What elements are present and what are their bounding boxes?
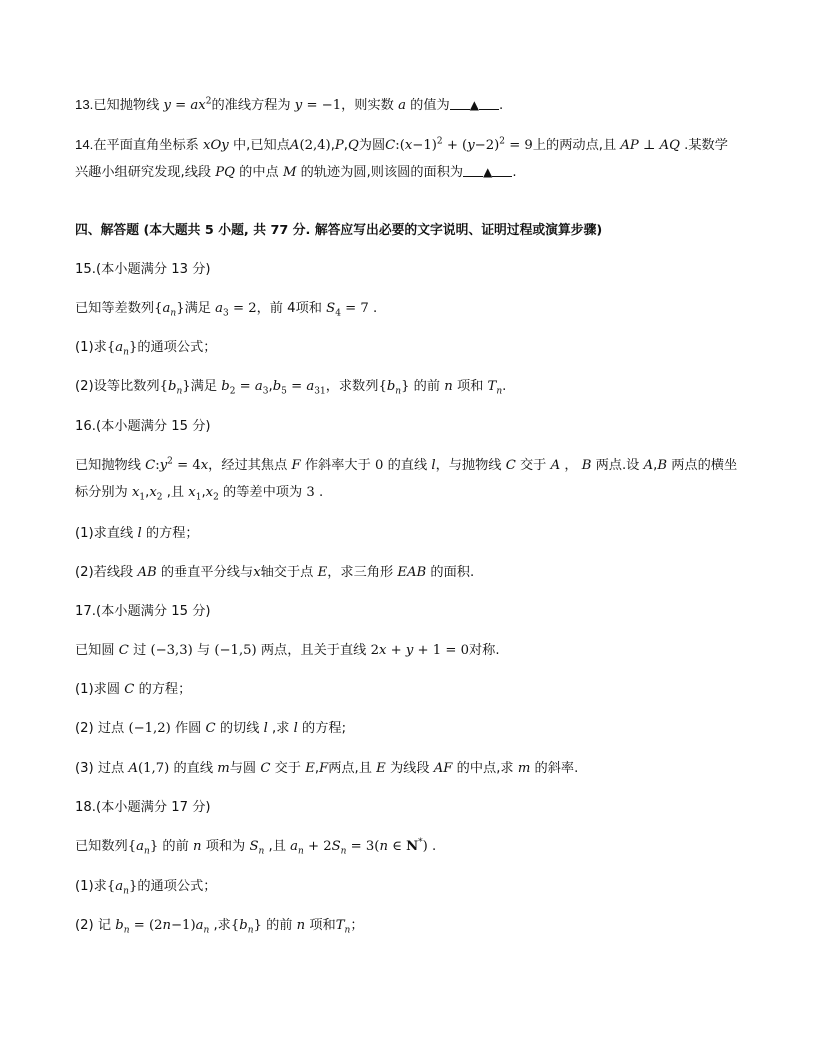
question-16-part-2: (2)若线段 AB 的垂直平分线与x轴交于点 E，求三角形 EAB 的面积. xyxy=(75,565,475,580)
question-17-heading: 17.(本小题满分 15 分) xyxy=(75,604,211,619)
answer-blank xyxy=(479,97,499,110)
question-15-heading: 15.(本小题满分 13 分) xyxy=(75,262,211,277)
triangle-icon: ▲ xyxy=(483,165,493,179)
text: 的准线方程为 xyxy=(211,98,291,113)
question-18-part-1: (1)求$\{a_n\}$的通项公式； xyxy=(75,879,217,897)
question-18-part-2: (2) 记 $b_n = (2n-1)a_n$ ,求$\{b_n\}$ 的前 n 项和$T_n$； xyxy=(75,918,364,936)
question-17-stem: 已知圆 C 过 (−3,3) 与 (−1,5) 两点，且关于直线 2x + y + 1 = 0对称. xyxy=(75,643,500,658)
question-15-part-1: (1)求$\{a_n\}$的通项公式； xyxy=(75,340,217,358)
question-16-stem-line-2: 标分别为 $x_1,x_2$ ,且 $x_1,x_2$ 的等差中项为 3 . xyxy=(75,485,324,503)
question-15-part-2: (2)设等比数列$\{b_n\}$满足 $b_2 = a_3,b_5 = a_{31}$，求数列$\{b_n\}$ 的前 n 项和 $T_n$. xyxy=(75,379,507,397)
text: ，则实数 xyxy=(341,98,394,113)
question-14: 14.在平面直角坐标系 xOy 中,已知点A(2,4),P,Q为圆$C:(x-1)^2 + (y-2)^2 = 9$上的两动点,且 AP ⊥ AQ .某数学 xyxy=(75,136,728,153)
text: 已知抛物线 xyxy=(93,98,160,113)
math-expression: y xyxy=(163,98,171,113)
triangle-icon: ▲ xyxy=(469,98,479,112)
question-number: 14. xyxy=(75,137,94,152)
section-heading: 四、解答题 (本大题共 5 小题, 共 77 分. 解答应写出必要的文字说明、证明过程或演算步骤) xyxy=(75,223,603,238)
question-16-part-1: (1)求直线 l 的方程； xyxy=(75,526,199,541)
question-16-stem: 已知抛物线 $C:y^2 = 4x$，经过其焦点 F 作斜率大于 0 的直线 l，与抛物线 C 交于 A ， B 两点.设 A,B 两点的横坐 xyxy=(75,456,738,473)
answer-blank xyxy=(463,164,483,177)
question-18-heading: 18.(本小题满分 17 分) xyxy=(75,800,211,815)
answer-blank xyxy=(492,164,512,177)
text: 的值为 xyxy=(410,98,450,113)
question-18-stem: 已知数列$\{a_n\}$ 的前 n 项和为 $S_n$ ,且 $a_n + 2S_n = 3(n$ ∈ N*) . xyxy=(75,837,437,857)
question-15-stem: 已知等差数列$\{a_n\}$满足 $a_3 = 2$，前 4项和 $S_4 = 7$ . xyxy=(75,301,378,319)
question-16-heading: 16.(本小题满分 15 分) xyxy=(75,419,211,434)
question-number: 13. xyxy=(75,97,94,112)
question-17-part-3: (3) 过点 A(1,7) 的直线 m与圆 C 交于 E,F两点,且 E 为线段 AF 的中点,求 m 的斜率. xyxy=(75,761,579,776)
question-17-part-1: (1)求圆 C 的方程； xyxy=(75,682,192,697)
question-13: 13.已知抛物线 $y = ax^2$的准线方程为 y = −1，则实数 a 的值为 ▲ . xyxy=(75,96,504,113)
question-17-part-2: (2) 过点 (−1,2) 作圆 C 的切线 l ,求 l 的方程; xyxy=(75,721,347,736)
answer-blank xyxy=(450,97,470,110)
question-14-line-2: 兴趣小组研究发现,线段 PQ 的中点 M 的轨迹为圆,则该圆的面积为 ▲ . xyxy=(75,165,517,180)
